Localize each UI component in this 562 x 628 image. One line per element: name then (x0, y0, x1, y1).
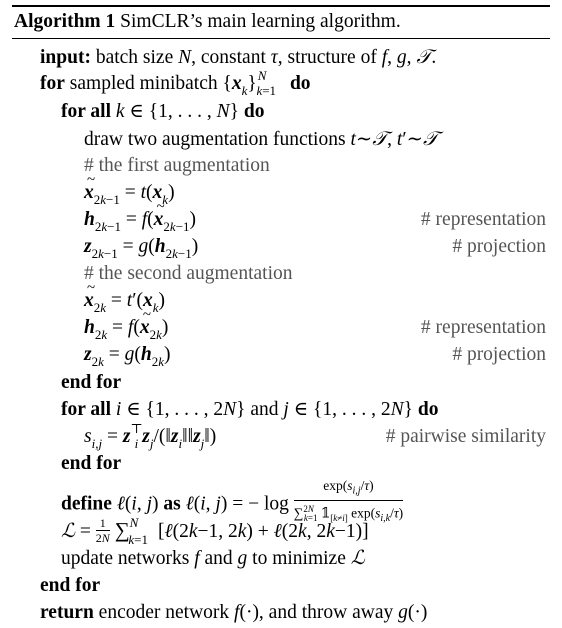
line-end-for-inner-1: end for (61, 372, 122, 393)
line-similarity: $s_{i,j} = z^⊤_i$ $z_j/(‖z_i‖‖z_j‖)$ (84, 421, 217, 451)
algorithm-number: Algorithm 1 (14, 11, 116, 32)
line-end-for-inner-2: end for (61, 453, 122, 474)
line-input: input: batch size N, constant τ, structure of f, g, 𝒯. (40, 45, 437, 68)
comment-representation-2: # representation (420, 317, 546, 338)
loss-fraction: $\frac{\exp(s_{i,j}/\tau)}{\sum^{2N}_{k=1} 𝟙_{[k\ne i]} \exp(s_{i,k}/\tau)}$ (293, 478, 404, 524)
line-x-2k-1: ~ $x_{2k-1} = t(x_k)$ (84, 180, 175, 206)
line-for-minibatch: for sampled minibatch $\{x_k\}^N_{k=1}$ do (40, 68, 311, 98)
line-h-2k-1: $h_{2k-1}$ = f(~ $x_{2k-1}$) (84, 207, 196, 233)
line-for-all-ij: for all i ∈ {1, . . . , 2N} and j ∈ {1, . . . , 2N} do (61, 399, 439, 420)
line-z-2k-1: $z_{2k-1} = g(h_{2k-1})$ (84, 236, 199, 261)
caption-rule (12, 38, 550, 39)
algorithm-caption (14, 9, 401, 35)
line-define-loss: define ℓ(i, j) as ℓ(i, j) = − log $\frac{\exp(s_{i,j}/\tau)}{\sum^{2N}_{k=1} 𝟙_{[k\ne i]} \exp(s_{i,k}/\tau)}$ (61, 478, 404, 524)
comment-pairwise-similarity: # pairwise similarity (385, 426, 546, 447)
line-total-loss: ℒ = $\frac{1}{2N}$ ∑$^N_{k=1}$ [ℓ(2k−1, 2k) + ℓ(2k, 2k−1)] (61, 515, 369, 547)
comment-second-augmentation: # the second augmentation (84, 263, 293, 284)
algorithm-title: SimCLR’s main learning algorithm. (120, 11, 401, 32)
line-update-networks: update networks f and g to minimize ℒ (61, 546, 365, 569)
comment-projection-2: # projection (452, 344, 546, 365)
line-draw-augmentations: draw two augmentation functions t∼𝒯, t′∼𝒯 (84, 127, 438, 150)
line-return: return encoder network f(·), and throw away g(·) (40, 602, 428, 623)
comment-projection-1: # projection (452, 236, 546, 257)
line-h-2k: $h_{2k}$ = f(~ $x_{2k}$) (84, 315, 168, 341)
comment-representation-1: # representation (420, 209, 546, 230)
line-end-for-outer: end for (40, 575, 101, 596)
comment-first-augmentation: # the first augmentation (84, 155, 270, 176)
line-x-2k: ~ $x_{2k} = t'(x_k)$ (84, 288, 165, 314)
line-z-2k: $z_{2k} = g(h_{2k})$ (84, 344, 171, 369)
line-for-all-k: for all k ∈ {1, . . . , N} do (61, 101, 265, 122)
algorithm-block (12, 0, 550, 628)
top-rule (12, 5, 550, 7)
